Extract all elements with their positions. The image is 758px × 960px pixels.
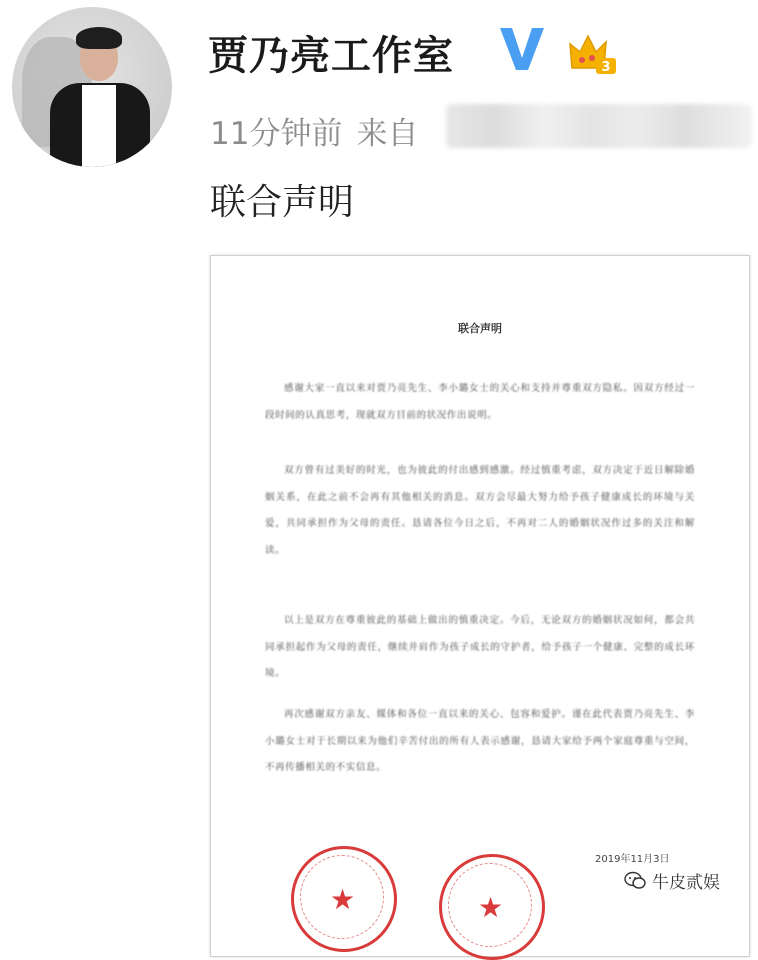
document-date: 2019年11月3日 [595, 854, 670, 865]
avatar-shirt [82, 85, 116, 167]
watermark [624, 868, 720, 893]
seal-star-icon: ★ [330, 883, 356, 916]
post-time: 11分钟前 [210, 116, 343, 152]
post-source-prefix: 来自 [356, 116, 419, 152]
document-paragraph-2: 双方曾有过美好的时光，也为彼此的付出感到感激。经过慎重考虑，双方决定于近日解除婚姻关系，在此之前不会再有其他相关的消息。双方会尽最大努力给予孩子健康成长的环境与关爱，共同承担作为父母的责任。恳请各位今日之后，不再对二人的婚姻状况作过多的关注和解读。 [265, 465, 695, 556]
avatar-hair [76, 27, 122, 49]
post-meta [210, 108, 418, 153]
crown-badge-icon [566, 30, 618, 76]
blurred-source-text [446, 104, 752, 148]
document-paragraph-1: 感谢大家一直以来对贾乃亮先生、李小璐女士的关心和支持并尊重双方隐私。因双方经过一段时间的认真思考，现就双方目前的状况作出说明。 [265, 383, 695, 421]
document-paragraph-3: 以上是双方在尊重彼此的基础上做出的慎重决定。今后，无论双方的婚姻状况如何，都会共同承担起作为父母的责任，继续并肩作为孩子成长的守护者，给予孩子一个健康、完整的成长环境。 [265, 615, 695, 679]
verified-v-icon [496, 20, 548, 76]
profile-avatar[interactable] [12, 7, 172, 167]
statement-image[interactable] [210, 255, 750, 957]
badge-level: 3 [601, 60, 611, 75]
seal-star-icon: ★ [478, 891, 504, 924]
red-seal-stamp-2 [439, 854, 545, 960]
watermark-text: 牛皮贰娱 [652, 873, 720, 893]
wechat-icon [624, 871, 646, 891]
document-paragraph-4: 再次感谢双方亲友、媒体和各位一直以来的关心、包容和爱护。谨在此代表贾乃亮先生、李小璐女士对于长期以来为他们辛苦付出的所有人表示感谢，恳请大家给予两个家庭尊重与空间，不再传播相关的不实信息。 [265, 709, 695, 773]
document-title: 联合声明 [458, 322, 502, 335]
profile-name[interactable]: 贾乃亮工作室 [208, 33, 454, 79]
red-seal-stamp-1 [291, 846, 397, 952]
post-text: 联合声明 [210, 182, 355, 223]
